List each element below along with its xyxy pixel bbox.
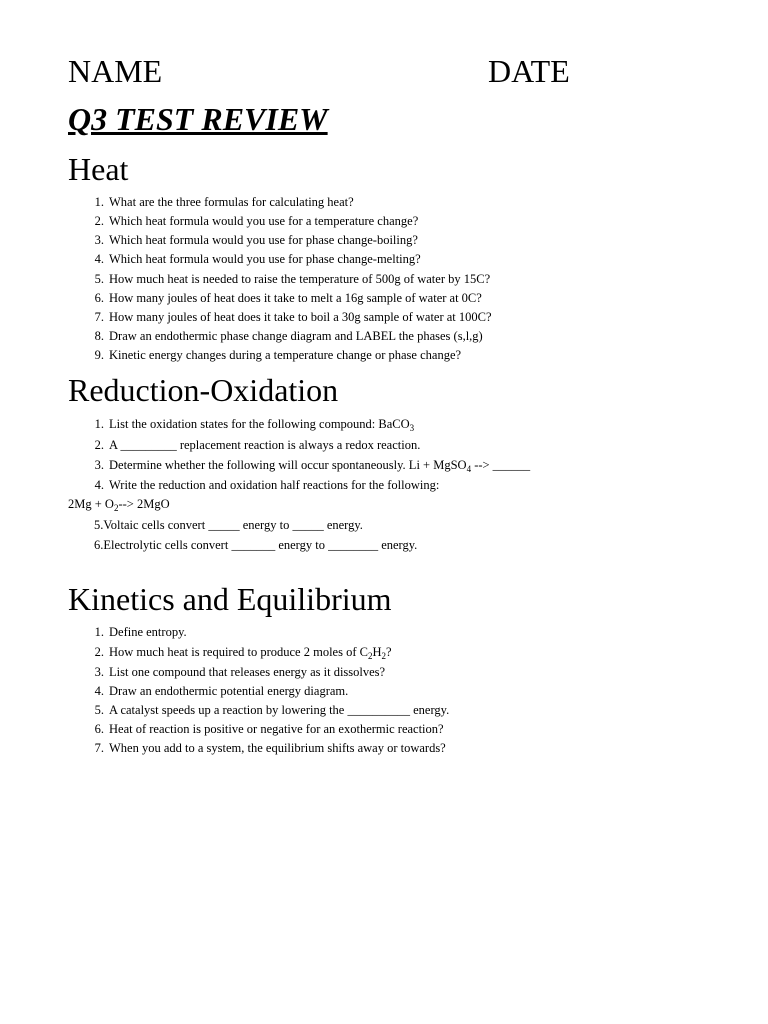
list-item: 2. A _________ replacement reaction is always a redox reaction. [94, 438, 421, 452]
list-item: 5.Voltaic cells convert _____ energy to _____ energy. [94, 518, 363, 532]
section-heading-kinetics: Kinetics and Equilibrium [68, 581, 392, 617]
list-item: 3. Which heat formula would you use for phase change-boiling? [94, 233, 418, 247]
list-item: 4. Write the reduction and oxidation half reactions for the following: [94, 478, 440, 492]
list-item: 3. Determine whether the following will occur spontaneously. Li + MgSO$_4$ --> ______ [94, 458, 531, 474]
name-label: NAME [68, 53, 163, 89]
list-item: 1. Define entropy. [94, 625, 187, 639]
list-item: 7. When you add to a system, the equilibrium shifts away or towards? [94, 741, 446, 755]
date-label: DATE [488, 53, 570, 89]
list-item: 6. How many joules of heat does it take to melt a 16g sample of water at 0C? [94, 291, 482, 305]
list-item: 9. Kinetic energy changes during a temperature change or phase change? [94, 348, 462, 362]
reaction-equation: $2Mg + O_2--> 2MgO$ [68, 497, 170, 513]
list-item: 2. How much heat is required to produce 2 moles of $C_2H_2$? [94, 645, 392, 661]
list-item: 8. Draw an endothermic phase change diagram and LABEL the phases (s,l,g) [94, 329, 483, 343]
list-item: 5. A catalyst speeds up a reaction by lowering the __________ energy. [94, 703, 450, 717]
list-item: 1. List the oxidation states for the following compound: BaCO$_3$ [94, 417, 415, 433]
list-item: 4. Which heat formula would you use for phase change-melting? [94, 252, 421, 266]
section-heading-heat: Heat [68, 151, 129, 187]
list-item: 1. What are the three formulas for calculating heat? [94, 195, 354, 209]
list-item: 6.Electrolytic cells convert _______ energy to ________ energy. [94, 538, 418, 552]
list-item: 2. Which heat formula would you use for a temperature change? [94, 214, 419, 228]
list-item: 4. Draw an endothermic potential energy diagram. [94, 684, 349, 698]
list-item: 7. How many joules of heat does it take to boil a 30g sample of water at 100C? [94, 310, 492, 324]
page-title: Q3 TEST REVIEW [68, 101, 328, 137]
section-heading-redox: Reduction-Oxidation [68, 372, 339, 408]
list-item: 6. Heat of reaction is positive or negative for an exothermic reaction? [94, 722, 444, 736]
list-item: 5. How much heat is needed to raise the temperature of 500g of water by 15C? [94, 272, 491, 286]
list-item: 3. List one compound that releases energy as it dissolves? [94, 665, 386, 679]
